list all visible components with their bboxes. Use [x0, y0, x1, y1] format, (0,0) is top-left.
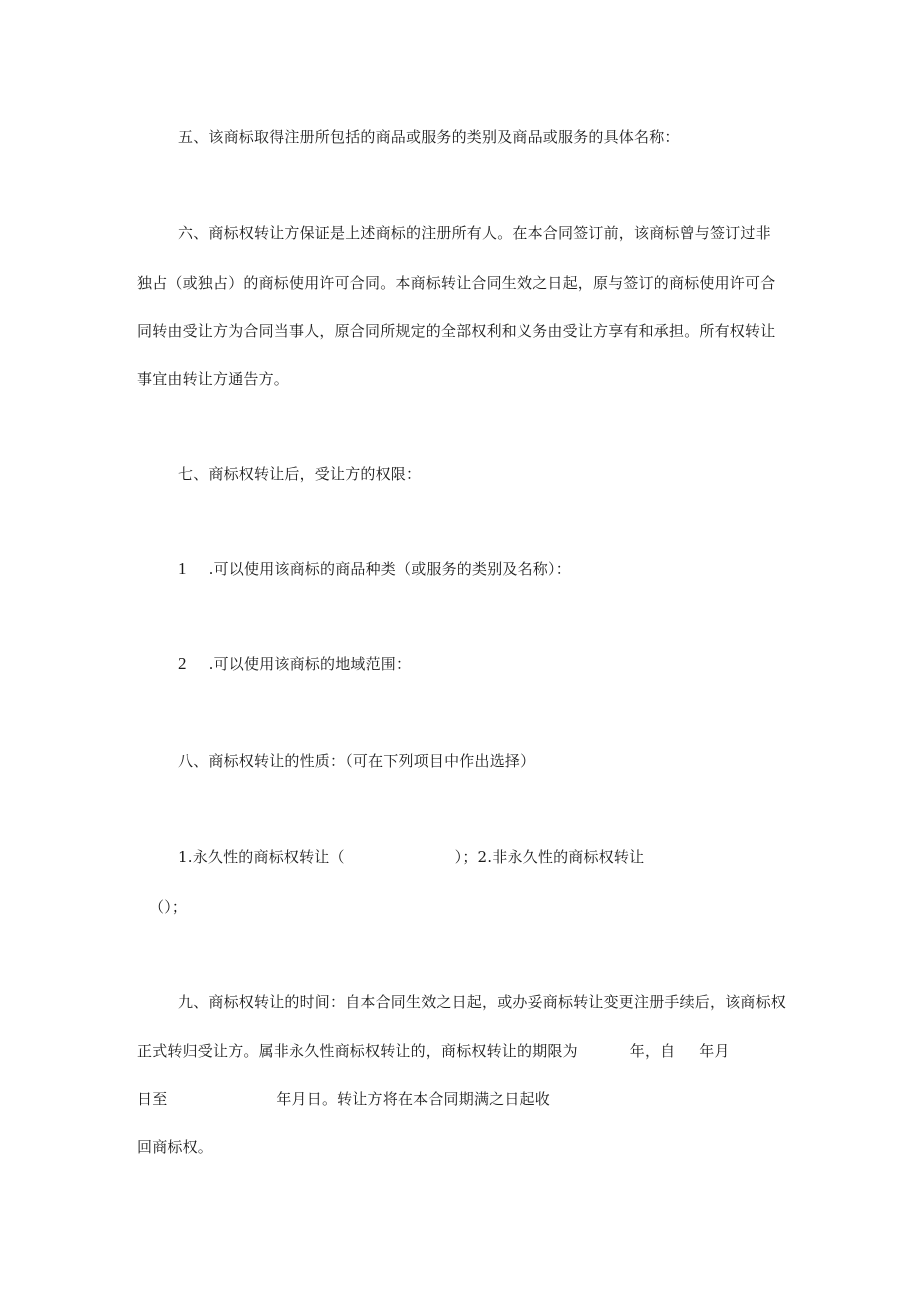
section-8-options	[178, 847, 644, 867]
section-9-line-2a: 正式转归受让方。属非永久性商标权转让的，商标权转让的期限为	[137, 1042, 578, 1060]
section-6-line-4: 事宜由转让方通告方。	[137, 370, 290, 388]
section-9-line-3b: 年月日。转让方将在本合同期满之日起收	[276, 1090, 550, 1108]
section-9-line-2b: 年，自	[629, 1042, 676, 1060]
section-9-line-2c: 年月	[699, 1042, 730, 1060]
section-7-item-1	[178, 559, 571, 579]
option-1-label: 1.永久性的商标权转让（	[178, 848, 345, 866]
section-9-line-2	[137, 1041, 730, 1061]
section-8-title: 八、商标权转让的性质：（可在下列项目中作出选择）	[178, 752, 536, 770]
item-2-number: 2	[178, 654, 187, 673]
option-2-label: ）；2.非永久性的商标权转让	[454, 848, 645, 866]
section-9-line-4: 回商标权。	[137, 1138, 214, 1156]
section-9-line-1: 九、商标权转让的时间：自本合同生效之日起，或办妥商标转让变更注册手续后，该商标权	[178, 993, 787, 1011]
section-6-line-3: 同转由受让方为合同当事人，原合同所规定的全部权利和义务由受让方享有和承担。所有权转让	[137, 322, 776, 340]
item-1-text: .可以使用该商标的商品种类（或服务的类别及名称）：	[208, 560, 571, 578]
section-5-text: 五、该商标取得注册所包括的商品或服务的类别及商品或服务的具体名称：	[178, 128, 680, 146]
section-7-item-2	[178, 654, 411, 674]
section-6-line-1: 六、商标权转让方保证是上述商标的注册所有人。在本合同签订前，该商标曾与签订过非	[178, 224, 771, 242]
section-9-line-3	[137, 1089, 550, 1109]
item-1-number: 1	[178, 559, 187, 578]
section-7-title: 七、商标权转让后，受让方的权限：	[178, 465, 422, 483]
item-2-text: .可以使用该商标的地域范围：	[208, 655, 412, 673]
section-9-line-3a: 日至	[137, 1090, 168, 1108]
section-6-line-2: 独占（或独占）的商标使用许可合同。本商标转让合同生效之日起，原与签订的商标使用许可合	[137, 274, 776, 292]
option-2-paren: （）；	[149, 898, 188, 916]
